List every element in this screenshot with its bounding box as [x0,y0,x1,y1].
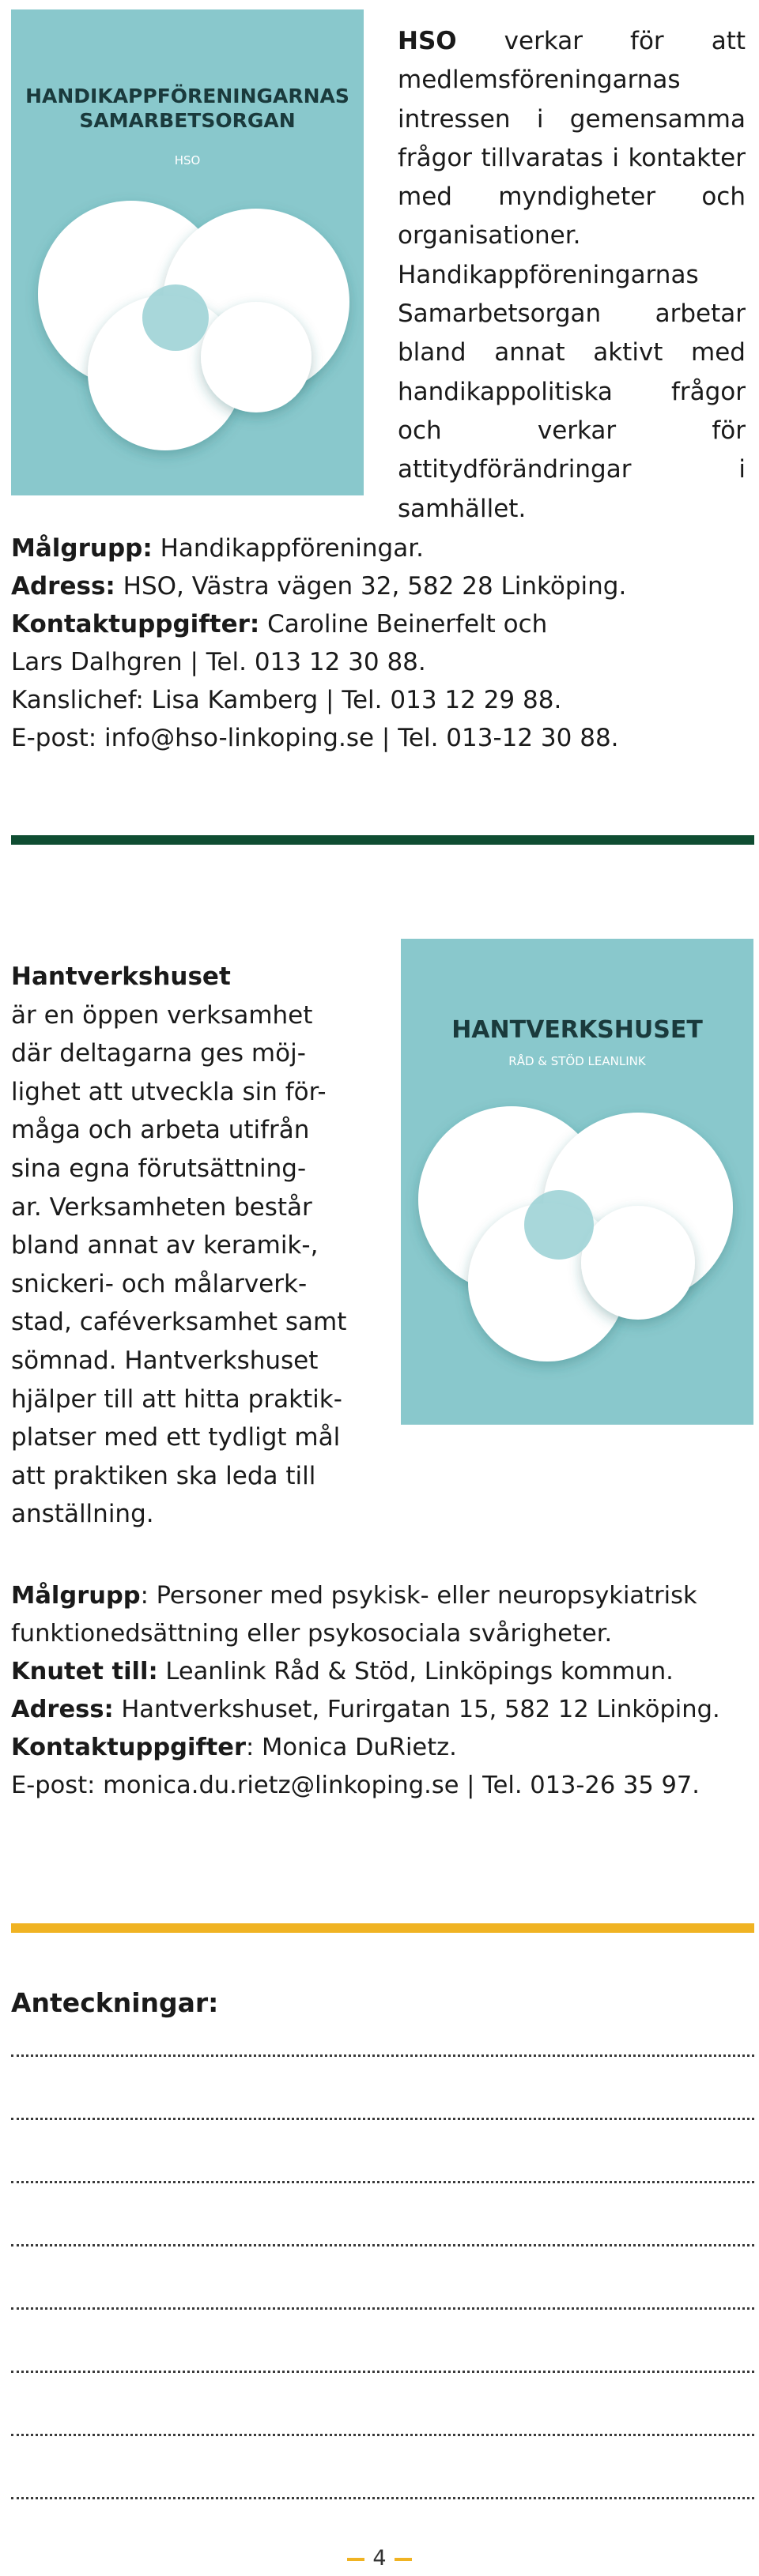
hantverkshuset-intro-line: sömnad. Hantverkshuset [11,1346,319,1375]
hso-cover-title: HANDIKAPPFÖRENINGARNAS SAMARBETSORGAN [25,85,349,132]
hso-intro-text: verkar för att medlemsföreningarnas intressen i gemensamma frågor tillvaratas i kontakter med myndigheter och organisationer. Handikappföreningarnas Samarbetsorgan arbetar bland annat aktivt med handikappolitiska frågor och verkar för attitydförändringar i samhället. [398,27,746,523]
hso-address: Adress: HSO, Västra vägen 32, 582 28 Linköping. [11,572,627,601]
hso-intro-lead: HSO [398,27,457,55]
note-line[interactable] [11,2118,754,2120]
section-divider-yellow [11,1923,754,1933]
note-line[interactable] [11,2371,754,2373]
note-line[interactable] [11,2244,754,2246]
hantverkshuset-intro-line: hjälper till att hitta praktik- [11,1384,342,1414]
hantverkshuset-cover-image [401,939,753,1425]
hantverkshuset-affiliation: Knutet till: Leanlink Råd & Stöd, Linköpings kommun. [11,1658,674,1685]
hantverkshuset-intro-line: snickeri- och målarverk- [11,1269,308,1298]
hantverkshuset-intro-line: är en öppen verksamhet [11,1000,313,1030]
hantverkshuset-intro-line: där deltagarna ges möj- [11,1039,306,1068]
page-number-dash-left [347,2558,364,2561]
hantverkshuset-email[interactable]: E-post: monica.du.rietz@linkoping.se | Tel. 013-26 35 97. [11,1772,700,1799]
hso-contacts: Kontaktuppgifter: Caroline Beinerfelt och [11,610,548,638]
note-line[interactable] [11,2434,754,2436]
hantverkshuset-address: Adress: Hantverkshuset, Furirgatan 15, 582 12 Linköping. [11,1696,720,1723]
circles-graphic [401,939,753,1425]
hantverkshuset-contacts: Kontaktuppgifter: Monica DuRietz. [11,1734,457,1761]
hantverkshuset-info-block [11,1577,720,1805]
page-number-dash-right [395,2558,412,2561]
hantverkshuset-intro-line: ar. Verksamheten består [11,1192,312,1222]
hso-info-block [11,529,626,757]
hantverkshuset-intro-line: anställning. [11,1500,154,1529]
hso-cover-image [11,9,364,495]
notes-title: Anteckningar: [11,1987,219,2018]
hso-target-group: Målgrupp: Handikappföreningar. [11,534,424,563]
hantverkshuset-target-group: Målgrupp: Personer med psykisk- eller neuropsykiatrisk [11,1582,697,1610]
page-number [0,2546,759,2570]
note-line[interactable] [11,2054,754,2057]
hantverkshuset-target-group-cont: funktionedsättning eller psykosociala svårigheter. [11,1620,613,1648]
section-divider-green [11,835,754,845]
hantverkshuset-cover-subtitle: RÅD & STÖD LEANLINK [508,1054,646,1068]
note-line[interactable] [11,2497,754,2499]
hso-email[interactable]: E-post: info@hso-linkoping.se | Tel. 013-12 30 88. [11,724,619,752]
hantverkshuset-intro-line: att praktiken ska leda till [11,1461,316,1490]
hantverkshuset-intro [11,958,367,1534]
hantverkshuset-intro-line: bland annat av keramik-, [11,1231,319,1260]
page-number-value: 4 [372,2546,387,2570]
hso-intro-paragraph [398,22,746,529]
hantverkshuset-intro-line: platser med ett tydligt mål [11,1423,341,1452]
note-line[interactable] [11,2307,754,2310]
hso-office-manager: Kanslichef: Lisa Kamberg | Tel. 013 12 29 88. [11,686,562,714]
hso-cover-subtitle: HSO [174,153,201,168]
hantverkshuset-intro-line: lighet att utveckla sin för- [11,1077,327,1106]
hantverkshuset-intro-line: måga och arbeta utifrån [11,1116,310,1145]
hantverkshuset-intro-title: Hantverkshuset [11,962,231,991]
hantverkshuset-intro-line: sina egna förutsättning- [11,1154,307,1183]
hantverkshuset-cover-title: HANTVERKSHUSET [451,1016,703,1044]
hso-contacts-cont: Lars Dalhgren | Tel. 013 12 30 88. [11,648,426,676]
hantverkshuset-intro-line: stad, caféverksamhet samt [11,1308,347,1337]
circles-graphic [11,9,364,495]
note-line[interactable] [11,2181,754,2183]
